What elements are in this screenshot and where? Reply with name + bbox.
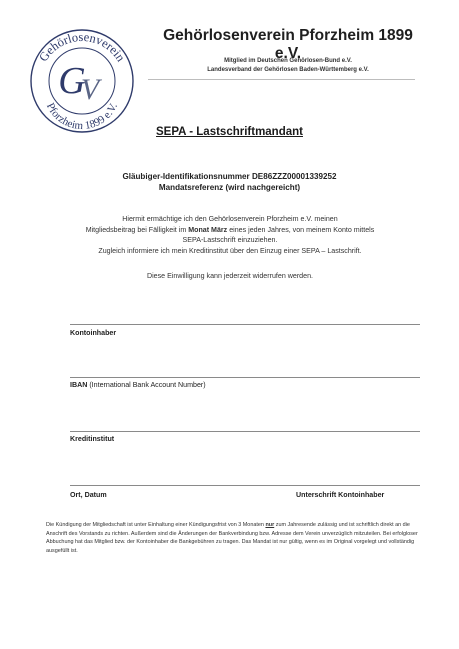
document-title: SEPA - Lastschriftmandant [156, 126, 303, 138]
bank-label: Kreditinstitut [70, 435, 115, 443]
creditor-id: Gläubiger-Identifikationsnummer DE86ZZZ00001339252 [122, 172, 337, 181]
iban-hint: (International Bank Account Number) [87, 381, 206, 389]
footnote-part-2: zum Jahresende zulässig und ist schriftlich direkt an die Anschrift des Vorstands zu richten. Außerdem sind die Änderungen der Bankverbindung bzw. Adresse dem Verein unverzüglich mitzuteilen. Bei erfolgloser Abbuchung hat das Mitglied bzw. der Kontoinhaber die Bankgebühren zu tragen. Das Mandat ist nur gültig, wenn es im Original vorgelegt und vollständig ausgefüllt ist. [46, 522, 418, 554]
footnote-part-1: Die Kündigung der Mitgliedschaft ist unter Einhaltung einer Kündigungsfrist von 3 Monaten [46, 522, 266, 528]
header-divider [148, 79, 415, 80]
auth-line-2 [30, 225, 430, 236]
account-holder-line[interactable] [70, 324, 420, 325]
logo-monogram-g: G [58, 60, 86, 102]
termination-footnote [46, 521, 431, 555]
place-date-label: Ort, Datum [70, 491, 107, 499]
bank-line[interactable] [70, 431, 420, 432]
creditor-block [0, 171, 459, 193]
logo-ring-text-bottom: Pforzheim 1899 e.V. [43, 101, 121, 133]
footnote-emphasis: nur [265, 522, 275, 528]
membership-line-2: Landesverband der Gehörlosen Baden-Württemberg e.V. [207, 67, 369, 73]
membership-line-1: Mitglied im Deutschen Gehörlosen-Bund e.V. [224, 58, 352, 64]
auth-line-3: SEPA-Lastschrift einzuziehen. [182, 236, 278, 244]
auth-month: Monat März [188, 225, 228, 234]
iban-label [70, 381, 206, 389]
org-name: Gehörlosenverein Pforzheim 1899 e.V. [163, 27, 413, 62]
auth-line-1: Hiermit ermächtige ich den Gehörlosenverein Pforzheim e.V. meinen [122, 215, 338, 223]
revocation-notice: Diese Einwilligung kann jederzeit widerrufen werden. [146, 272, 313, 280]
iban-line[interactable] [70, 377, 420, 378]
logo-ring-text-top: Gehörlosenverein [36, 29, 128, 65]
auth-line-2-prefix: Mitgliedsbeitrag bei Fälligkeit im [85, 225, 189, 234]
signature-line[interactable] [70, 485, 420, 486]
club-logo [28, 27, 136, 135]
authorization-text [30, 214, 430, 256]
signature-label: Unterschrift Kontoinhaber [296, 491, 385, 499]
membership-info [148, 57, 428, 75]
iban-label-bold: IBAN [70, 381, 88, 389]
mandate-reference: Mandatsreferenz (wird nachgereicht) [158, 183, 301, 192]
account-holder-label: Kontoinhaber [70, 329, 117, 337]
auth-line-2-suffix: eines jeden Jahres, von meinem Konto mittels [227, 225, 375, 234]
logo-monogram-v: V [80, 73, 100, 106]
auth-line-4: Zugleich informiere ich mein Kreditinstitut über den Einzug einer SEPA – Lastschrift. [98, 246, 362, 255]
